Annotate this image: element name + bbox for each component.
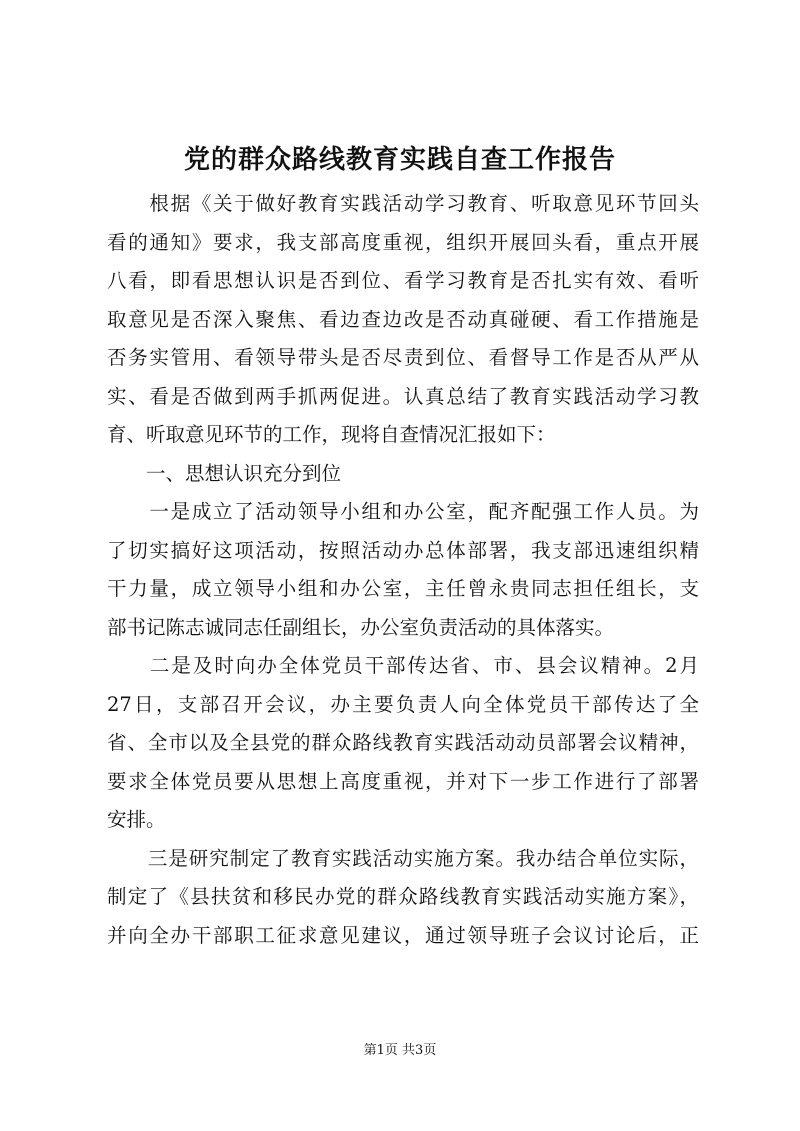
- text-line: 省、全市以及全县党的群众路线教育实践活动动员部署会议精神，: [107, 731, 699, 754]
- text-line: 取意见是否深入聚焦、看边查边改是否动真碰硬、看工作措施是: [107, 307, 699, 331]
- text-line: 否务实管用、看领导带头是否尽责到位、看督导工作是否从严从: [107, 346, 699, 369]
- section-heading: 一、思想认识充分到位: [107, 461, 342, 485]
- text-line: 育、听取意见环节的工作，现将自查情况汇报如下：: [107, 423, 556, 446]
- page-number: 第1页 共3页: [363, 1043, 437, 1058]
- document-title: 党的群众路线教育实践自查工作报告: [183, 145, 616, 175]
- text-line: 干力量，成立领导小组和办公室，主任曾永贵同志担任组长，支: [107, 577, 699, 600]
- text-line: 27日，支部召开会议，办主要负责人向全体党员干部传达了全: [107, 692, 699, 716]
- text-line: 看的通知》要求，我支部高度重视，组织开展回头看，重点开展: [107, 230, 699, 254]
- text-line: 制定了《县扶贫和移民办党的群众路线教育实践活动实施方案》，: [107, 885, 699, 908]
- text-line: 并向全办干部职工征求意见建议，通过领导班子会议讨论后，正: [107, 923, 699, 947]
- text-line: 三是研究制定了教育实践活动实施方案。我办结合单位实际，: [107, 846, 699, 870]
- text-line: 实、看是否做到两手抓两促进。认真总结了教育实践活动学习教: [107, 384, 699, 408]
- text-line: 要求全体党员要从思想上高度重视，并对下一步工作进行了部署: [107, 769, 699, 793]
- document-body: [107, 185, 699, 955]
- text-line: 八看，即看思想认识是否到位、看学习教育是否扎实有效、看听: [107, 269, 699, 292]
- text-line: 二是及时向办全体党员干部传达省、市、县会议精神。2月: [107, 654, 699, 677]
- text-line: 一是成立了活动领导小组和办公室，配齐配强工作人员。为: [107, 500, 699, 523]
- text-line: 了切实搞好这项活动，按照活动办总体部署，我支部迅速组织精: [107, 538, 699, 562]
- text-line: 部书记陈志诚同志任副组长，办公室负责活动的具体落实。: [107, 615, 615, 639]
- text-line: 安排。: [107, 808, 166, 831]
- text-line: 根据《关于做好教育实践活动学习教育、听取意见环节回头: [107, 192, 699, 215]
